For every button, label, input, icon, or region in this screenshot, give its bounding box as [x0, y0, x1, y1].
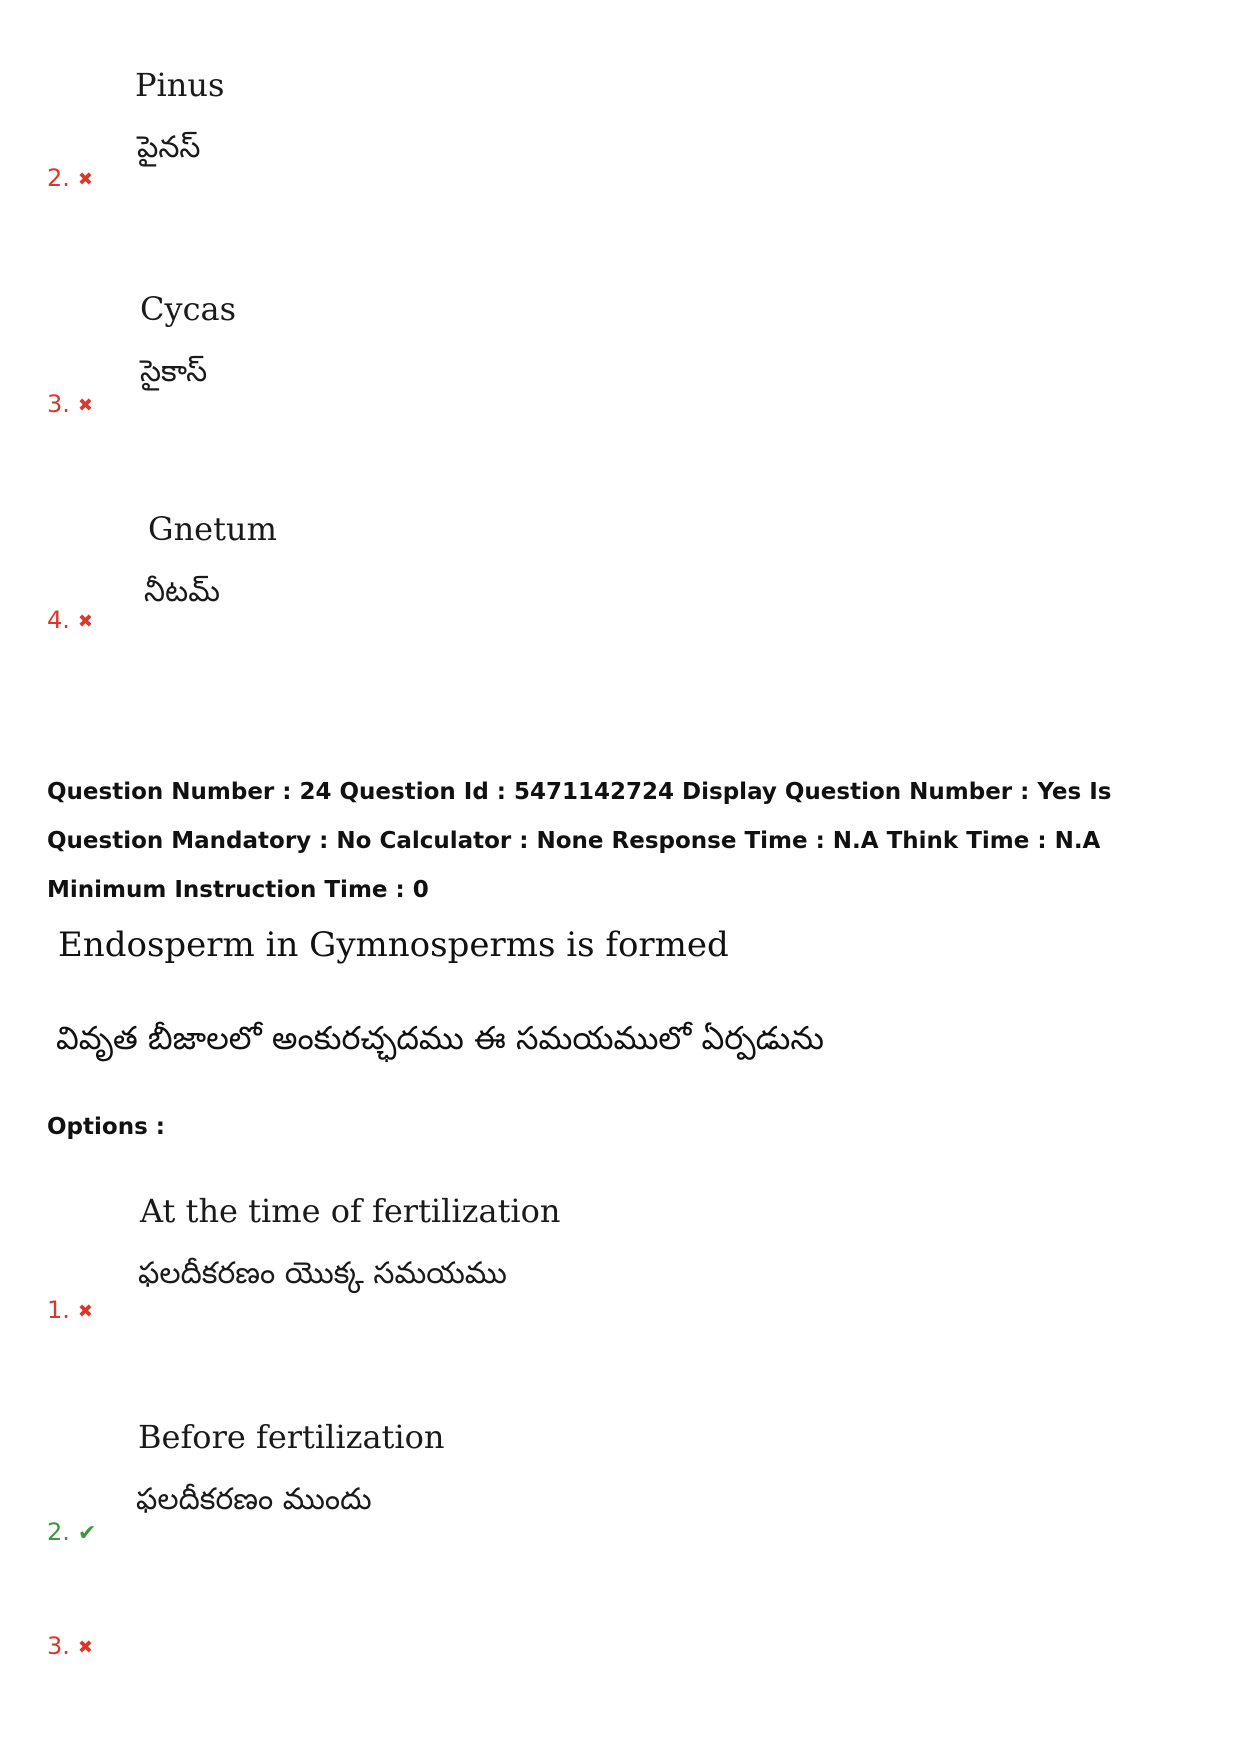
option-number-label: 3.	[47, 1632, 70, 1660]
correct-check-icon: ✔	[77, 1521, 97, 1546]
option-number-label: 4.	[47, 606, 70, 634]
option-3-number	[47, 1632, 93, 1662]
option-number-label: 3.	[47, 390, 70, 418]
question-text-te: వివృత బీజాలలో అంకురచ్ఛదము ఈ సమయములో ఏర్పడును	[56, 1019, 824, 1057]
option-2-text-en: Before fertilization	[138, 1418, 445, 1456]
wrong-cross-icon: ✖	[77, 395, 93, 416]
prev-option-4-text-en: Gnetum	[148, 510, 277, 548]
options-label: Options :	[47, 1114, 165, 1140]
option-2-number	[47, 1518, 96, 1548]
option-1-text-en: At the time of fertilization	[140, 1192, 561, 1230]
prev-option-3-text-en: Cycas	[140, 290, 236, 328]
prev-option-4-text-te: నీటమ్	[144, 574, 220, 609]
wrong-cross-icon: ✖	[77, 1301, 93, 1322]
question-text-en: Endosperm in Gymnosperms is formed	[58, 925, 729, 965]
question-metadata: Question Number : 24 Question Id : 5471142724 Display Question Number : Yes Is Question Mandatory : No Calculator : None Response Time : N.A Think Time : N.A Minimum Instruction Time : 0	[47, 779, 1112, 903]
option-number-label: 2.	[47, 164, 70, 192]
option-1-text-te: ఫలదీకరణం యొక్క సమయము	[138, 1256, 507, 1291]
wrong-cross-icon: ✖	[77, 611, 93, 632]
option-number-label: 1.	[47, 1296, 70, 1324]
wrong-cross-icon: ✖	[77, 1637, 93, 1658]
option-2-text-te: ఫలదీకరణం ముందు	[136, 1482, 372, 1517]
wrong-cross-icon: ✖	[77, 169, 93, 190]
prev-option-3-text-te: సైకాస్	[140, 354, 208, 389]
option-1-number	[47, 1296, 93, 1326]
prev-option-2-text-te: పైనస్	[137, 130, 201, 165]
prev-option-2-number	[47, 164, 93, 194]
option-number-label: 2.	[47, 1518, 70, 1546]
prev-option-3-number	[47, 390, 93, 420]
prev-option-4-number	[47, 606, 93, 636]
prev-option-2-text-en: Pinus	[135, 66, 225, 104]
